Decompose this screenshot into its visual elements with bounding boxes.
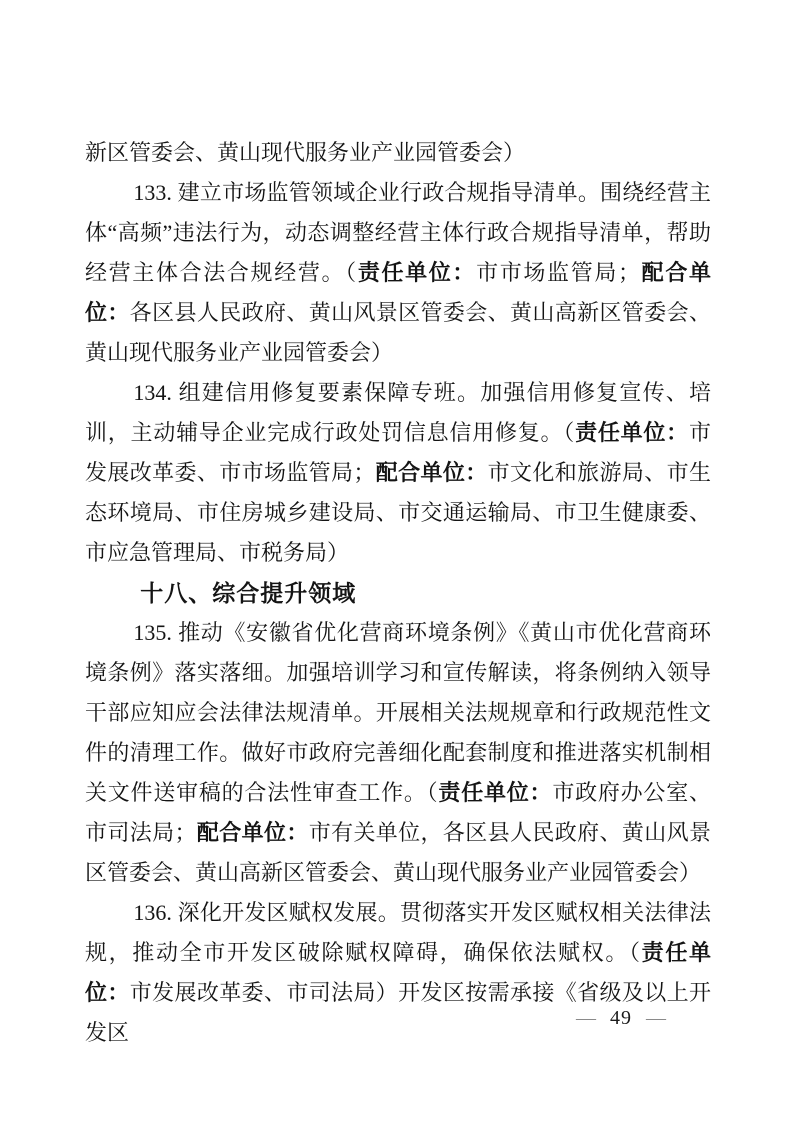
page-number: 49 xyxy=(610,1007,632,1029)
page-number-dash-right: — xyxy=(646,1007,666,1029)
text-run: 市文化和旅游局、市生态环境局、市住房城乡建设局、市交通运输局、市卫生健康委、市应急管理局、市税务局） xyxy=(85,460,711,565)
emphasis-text: 配合单位： xyxy=(375,460,488,485)
emphasis-text: 十八、综合提升领域 xyxy=(140,580,357,606)
page-number-dash-left: — xyxy=(576,1007,596,1029)
text-run: 134. 组建信用修复要素保障专班。加强信用修复宣传、培训，主动辅导企业完成行政处罚信息信用修复。（ xyxy=(85,380,711,445)
text-run: 各区县人民政府、黄山风景区管委会、黄山高新区管委会、黄山现代服务业产业园管委会） xyxy=(85,300,711,365)
text-run: 133. 建立市场监管领域企业行政合规指导清单。围绕经营主体“高频”违法行为，动态调整经营主体行政合规指导清单，帮助经营主体合法合规经营。（ xyxy=(85,180,711,285)
emphasis-text: 责任单位： xyxy=(85,940,711,1005)
section-heading xyxy=(85,573,711,613)
paragraph xyxy=(85,173,711,373)
emphasis-text: 配合单位： xyxy=(85,260,711,325)
emphasis-text: 责任单位： xyxy=(438,780,553,805)
text-run: 135. 推动《安徽省优化营商环境条例》《黄山市优化营商环境条例》落实落细。加强培训学习和宣传解读，将条例纳入领导干部应知应会法律法规清单。开展相关法规规章和行政规范性文件的清理工作。做好市政府完善细化配套制度和推进落实机制相关文件送审稿的合法性审查工作。（ xyxy=(85,620,711,805)
text-run: 市市场监管局； xyxy=(476,260,641,285)
document-content xyxy=(85,133,711,1053)
paragraph xyxy=(85,373,711,573)
emphasis-text: 责任单位： xyxy=(575,420,689,445)
page-footer xyxy=(576,1004,666,1032)
text-run: 市有关单位，各区县人民政府、黄山风景区管委会、黄山高新区管委会、黄山现代服务业产业园管委会） xyxy=(85,820,711,885)
emphasis-text: 责任单位： xyxy=(357,260,477,285)
paragraph xyxy=(85,133,711,173)
text-run: 市发展改革委、市司法局）开发区按需承接《省级及以上开发区 xyxy=(85,980,711,1045)
text-run: 新区管委会、黄山现代服务业产业园管委会） xyxy=(85,140,526,165)
emphasis-text: 配合单位： xyxy=(196,820,309,845)
text-run: 市政府办公室、市司法局； xyxy=(85,780,711,845)
text-run: 136. 深化开发区赋权发展。贯彻落实开发区赋权相关法律法规，推动全市开发区破除赋权障碍，确保依法赋权。（ xyxy=(85,900,711,965)
text-run: 市发展改革委、市市场监管局； xyxy=(85,420,711,485)
paragraph xyxy=(85,613,711,893)
